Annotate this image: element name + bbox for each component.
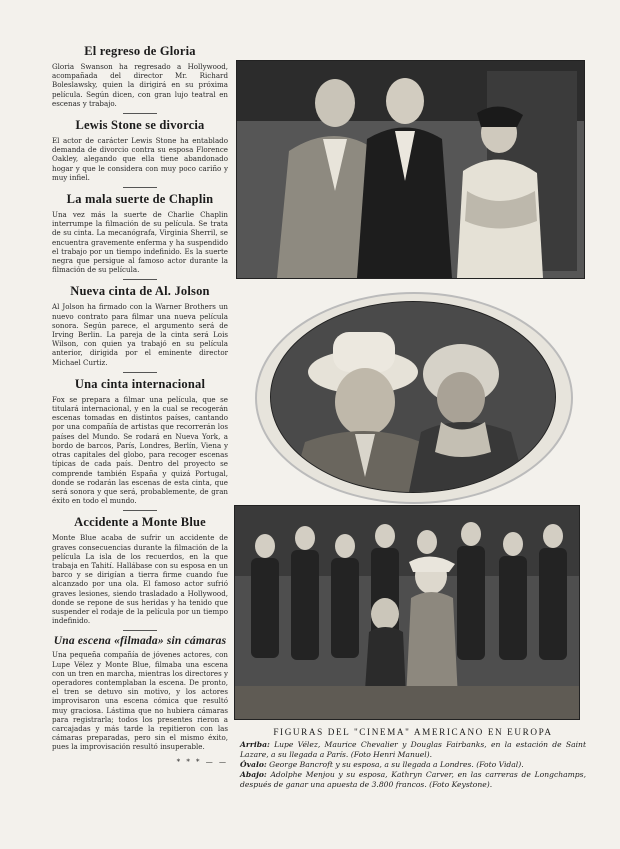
article-headline: La mala suerte de Chaplin	[66, 192, 214, 207]
article-divider	[123, 113, 157, 114]
article-divider	[123, 510, 157, 511]
photo-top	[236, 60, 585, 279]
photo-oval-image	[271, 302, 555, 492]
article-body: Al Jolson ha firmado con la Warner Brothers un nuevo contrato para filmar una nueva película sonora. Según parece, el argumento será de Irving Berlin. La pareja de la cinta será Lois Wilson, con quien ya trabajó en su película anterior, dirigida por el eminente director Michael Curtiz.	[52, 302, 228, 367]
photo-oval	[270, 301, 556, 493]
article-divider	[123, 187, 157, 188]
article-body: Una pequeña compañía de jóvenes actores, con Lupe Vélez y Monte Blue, filmaba una escena con un tren en marcha, mientras los directores y operadores contemplaban la escena. De pronto, el tren se detuvo sin motivo, y los actores improvisaron una escena cómica que resultó muy graciosa. Lástima que no hubiera cámaras para registrarla; todos los presentes rieron a carcajadas y más tarde la repitieron con las cámaras preparadas, pero sin el mismo éxito, pues la improvisación resultó insuperable.	[52, 650, 228, 752]
article-divider	[123, 630, 157, 631]
article	[52, 635, 228, 751]
caption-line-top	[240, 740, 586, 760]
caption-label: Abajo:	[240, 770, 267, 779]
article-headline: El regreso de Gloria	[84, 44, 196, 58]
caption-text: Adolphe Menjou y su esposa, Kathryn Carver, en las carreras de Longchamps, después de ganar una apuesta de 3.800 francos. (Foto Keystone).	[240, 770, 586, 789]
article-divider	[123, 372, 157, 373]
photo-top-image	[237, 61, 584, 278]
article-body: Fox se prepara a filmar una película, que se titulará internacional, y en la cual se recogerán escenas tomadas en distintos países, cantando por una compañía de artistas que recorrerán los países del Mundo. Se rodará en Nueva York, a bordo de barcos, París, Londres, Berlín, Viena y otras capitales del globo, para recoger escenas típicas de cada país. Dentro del proyecto se comprende también España y quizá Portugal, donde se rodarán las escenas de esta cinta, que será sonora y que será, probablemente, de gran éxito en todo el mundo.	[52, 394, 228, 506]
end-mark: * * * — —	[176, 757, 228, 766]
photo-bottom-image	[235, 506, 579, 719]
article-divider	[123, 279, 157, 280]
news-column	[52, 40, 228, 766]
article-body: El actor de carácter Lewis Stone ha entablado demanda de divorcio contra su esposa Florence Oakley, alegando que ella tiene abandonado hogar y que le considera con muy poco cariño y muy infiel.	[52, 136, 228, 182]
photo-bottom	[234, 505, 580, 720]
article-headline: Lewis Stone se divorcia	[75, 118, 205, 133]
article-body: Gloria Swanson ha regresado a Hollywood, acompañada del director Mr. Richard Boleslawsky, quien la dirigirá en su próxima película. Según dicen, con gran lujo teatral en escenas y trabajo.	[52, 62, 228, 108]
article	[52, 44, 228, 114]
caption-label: Arriba:	[240, 740, 270, 749]
article-headline: Una cinta internacional	[74, 376, 206, 391]
article	[52, 118, 228, 188]
article-headline: Una escena «filmada» sin cámaras	[53, 635, 227, 648]
caption-text: Lupe Vélez, Maurice Chevalier y Douglas Fairbanks, en la estación de Saint Lazare, a su llegada a París. (Foto Henri Manuel).	[240, 740, 586, 759]
caption-line-oval	[240, 760, 586, 770]
article	[52, 377, 228, 511]
caption-line-bottom	[240, 770, 586, 790]
article	[52, 192, 228, 280]
article-body: Una vez más la suerte de Charlie Chaplin interrumpe la filmación de su película. Se trata de su cinta. La mecanógrafa, Virginia Sherril, se encuentra gravemente enferma y ha suspendido el trabajo por un tiempo indefinido. Es la suerte negra que persigue al famoso actor durante la filmación de su película.	[52, 210, 228, 275]
photo-caption	[240, 727, 586, 790]
caption-text: George Bancroft y su esposa, a su llegada a Londres. (Foto Vidal).	[269, 760, 524, 769]
caption-label: Óvalo:	[240, 760, 267, 769]
caption-title: FIGURAS DEL "CINEMA" AMERICANO EN EUROPA	[273, 727, 553, 737]
article	[52, 284, 228, 372]
article-body: Monte Blue acaba de sufrir un accidente de graves consecuencias durante la filmación de la película La isla de los recuerdos, en la que trabaja en Tahití. Hallábase con su esposa en un barco y se dirigían a tierra firme cuando fue alcanzado por una ola. El famoso actor sufrió graves lesiones, siendo trasladado a Hollywood, donde se repone de sus heridas y ha tenido que suspender el rodaje de la película por un tiempo indefinido.	[52, 533, 228, 626]
article	[52, 515, 228, 631]
article-headline: Accidente a Monte Blue	[74, 515, 206, 530]
article-headline: Nueva cinta de Al. Jolson	[70, 284, 210, 299]
